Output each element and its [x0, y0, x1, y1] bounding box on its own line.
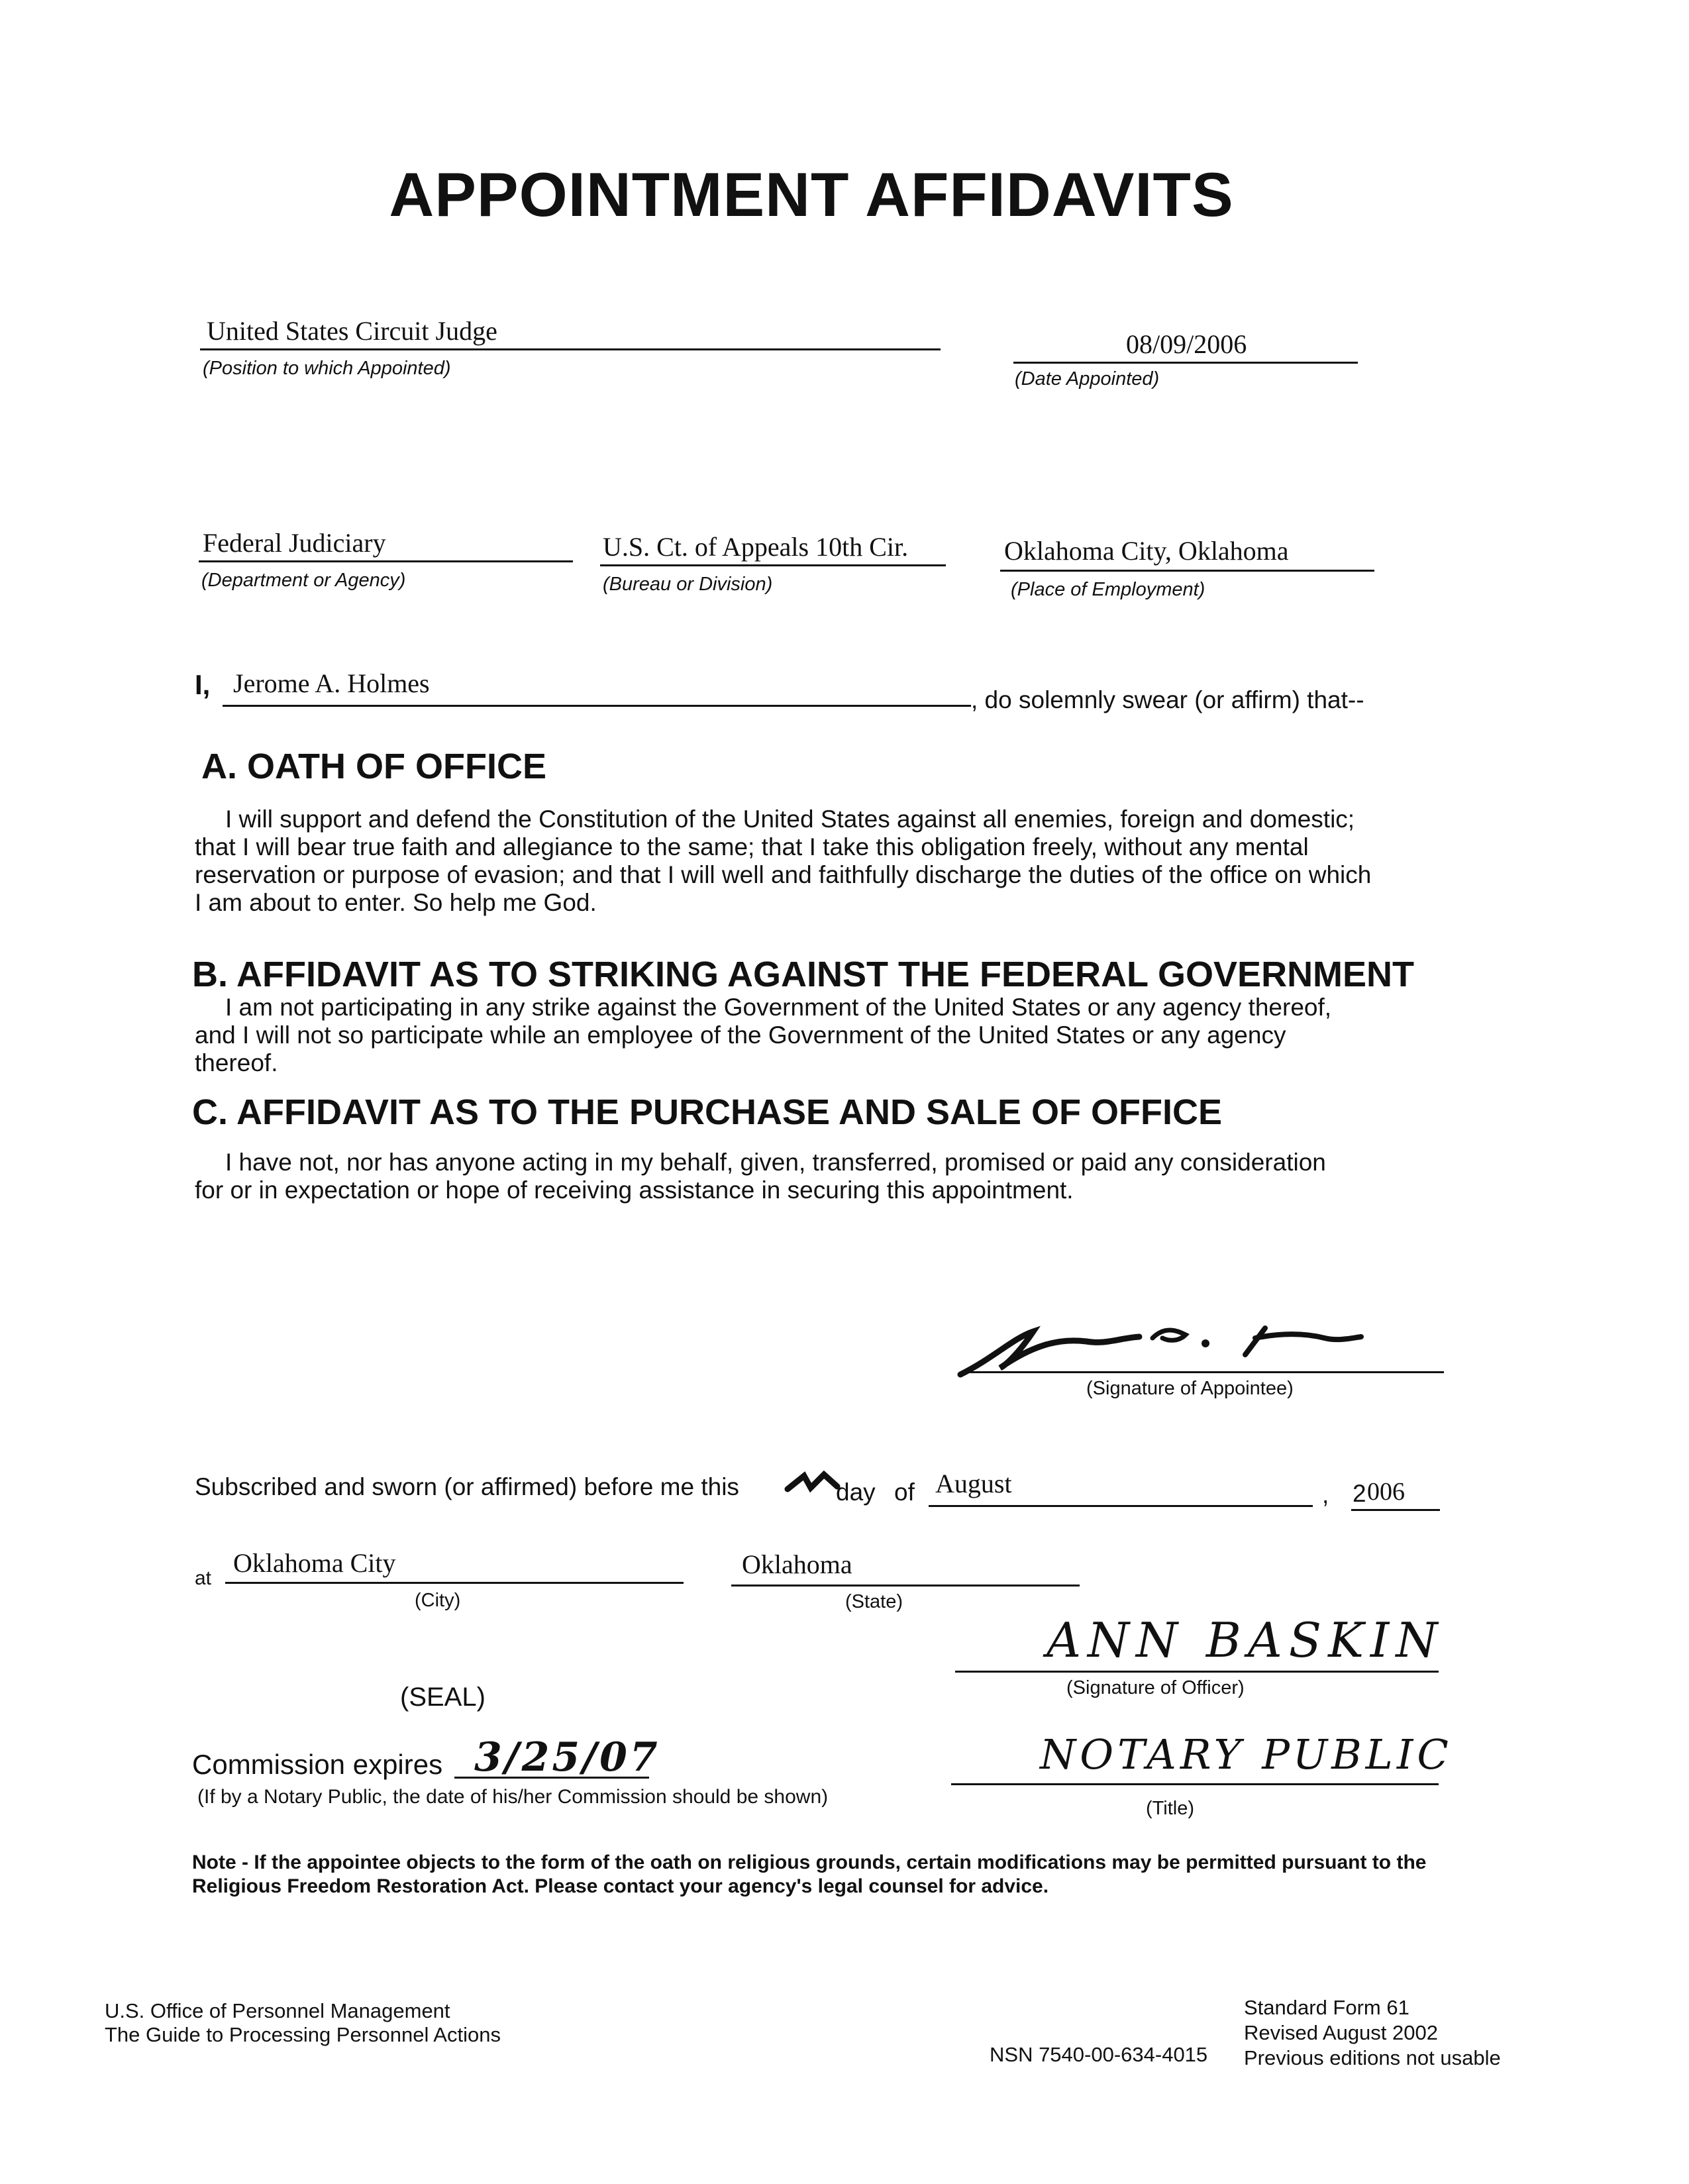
footer-form-number: Standard Form 61	[1244, 1996, 1409, 2019]
position-underline	[200, 348, 941, 350]
officer-signature-caption: (Signature of Officer)	[1066, 1677, 1245, 1698]
sworn-text: Subscribed and sworn (or affirmed) before me this	[195, 1473, 739, 1500]
title-value: NOTARY PUBLIC	[1040, 1730, 1453, 1779]
section-b-body	[195, 994, 1519, 1077]
sworn-month: August	[935, 1469, 1012, 1498]
city-underline	[225, 1582, 684, 1584]
section-b-line: thereof.	[195, 1049, 278, 1076]
note-line: Religious Freedom Restoration Act. Please contact your agency's legal counsel for advice.	[192, 1875, 1049, 1897]
state-value: Oklahoma	[742, 1549, 852, 1579]
oath-prefix: I,	[195, 669, 211, 700]
footer-nsn: NSN 7540-00-634-4015	[990, 2043, 1208, 2066]
city-value: Oklahoma City	[233, 1548, 396, 1578]
section-b-heading: B. AFFIDAVIT AS TO STRIKING AGAINST THE FEDERAL GOVERNMENT	[192, 955, 1415, 994]
appointee-name-underline	[223, 705, 971, 707]
year-fill: 006	[1367, 1478, 1405, 1506]
place-value: Oklahoma City, Oklahoma	[1004, 536, 1289, 566]
appointee-signature	[954, 1318, 1364, 1384]
state-underline	[731, 1585, 1080, 1586]
footer-opm-line: U.S. Office of Personnel Management	[105, 1999, 450, 2022]
bureau-value: U.S. Ct. of Appeals 10th Cir.	[603, 532, 909, 562]
date-appointed-underline	[1013, 362, 1358, 364]
oath-suffix: , do solemnly swear (or affirm) that--	[971, 686, 1364, 713]
place-underline	[1000, 570, 1374, 572]
appointee-signature-caption: (Signature of Appointee)	[1086, 1378, 1294, 1399]
section-a-line: that I will bear true faith and allegiance to the same; that I take this obligation freely, without any mental	[195, 833, 1309, 860]
commission-label: Commission expires	[192, 1749, 443, 1780]
city-caption: (City)	[415, 1590, 461, 1611]
section-c-heading: C. AFFIDAVIT AS TO THE PURCHASE AND SALE OF OFFICE	[192, 1092, 1223, 1132]
officer-signature: ANN BASKIN	[1047, 1612, 1445, 1668]
section-a-line: reservation or purpose of evasion; and that I will well and faithfully discharge the duties of the office on which	[195, 861, 1372, 888]
commission-note: (If by a Notary Public, the date of his/her Commission should be shown)	[197, 1786, 829, 1808]
section-c-body	[195, 1149, 1519, 1204]
section-a-heading: A. OATH OF OFFICE	[201, 747, 546, 786]
position-caption: (Position to which Appointed)	[203, 358, 451, 379]
footer-opm	[105, 1999, 501, 2047]
commission-value: 3/25/07	[474, 1734, 660, 1781]
section-a-body	[195, 806, 1519, 917]
title-underline	[951, 1783, 1439, 1785]
year-prefix: 2	[1353, 1480, 1366, 1507]
section-c-line: I have not, nor has anyone acting in my behalf, given, transferred, promised or paid any consideration	[225, 1149, 1326, 1176]
year-comma: ,	[1322, 1481, 1329, 1508]
day-scribble	[784, 1469, 844, 1496]
date-appointed-value: 08/09/2006	[1126, 329, 1247, 359]
note-line: Note - If the appointee objects to the form of the oath on religious grounds, certain modifications may be permitted pursuant to the	[192, 1851, 1427, 1873]
bureau-underline	[600, 564, 946, 566]
at-label: at	[195, 1567, 212, 1589]
position-value: United States Circuit Judge	[207, 316, 497, 346]
section-b-line: and I will not so participate while an employee of the Government of the United States or any agency	[195, 1021, 1286, 1049]
footer-revised: Revised August 2002	[1244, 2021, 1438, 2044]
state-caption: (State)	[845, 1591, 903, 1612]
section-a-line: I will support and defend the Constitution of the United States against all enemies, foreign and domestic;	[225, 806, 1355, 833]
department-value: Federal Judiciary	[203, 528, 386, 558]
footer-guide-line: The Guide to Processing Personnel Actions	[105, 2023, 501, 2046]
date-appointed-caption: (Date Appointed)	[1015, 368, 1160, 390]
day-label: day	[836, 1479, 876, 1506]
footer-previous: Previous editions not usable	[1244, 2046, 1501, 2069]
seal-label: (SEAL)	[400, 1683, 486, 1712]
commission-underline	[454, 1777, 649, 1779]
religious-note	[192, 1851, 1517, 1898]
of-label: of	[894, 1479, 915, 1506]
sworn-month-underline	[929, 1505, 1313, 1507]
section-a-line: I am about to enter. So help me God.	[195, 889, 597, 916]
appointee-name: Jerome A. Holmes	[233, 668, 430, 698]
department-caption: (Department or Agency)	[201, 570, 406, 591]
section-c-line: for or in expectation or hope of receiving assistance in securing this appointment.	[195, 1176, 1074, 1204]
footer-form-info	[1244, 1995, 1501, 2071]
form-title: APPOINTMENT AFFIDAVITS	[389, 160, 1234, 229]
bureau-caption: (Bureau or Division)	[603, 574, 773, 595]
officer-signature-line	[955, 1671, 1439, 1673]
section-b-line: I am not participating in any strike against the Government of the United States or any agency thereof,	[225, 994, 1332, 1021]
title-caption: (Title)	[1146, 1798, 1195, 1819]
place-caption: (Place of Employment)	[1011, 579, 1205, 600]
appointee-signature-line	[960, 1371, 1444, 1373]
year-underline	[1351, 1509, 1440, 1511]
department-underline	[199, 560, 573, 562]
